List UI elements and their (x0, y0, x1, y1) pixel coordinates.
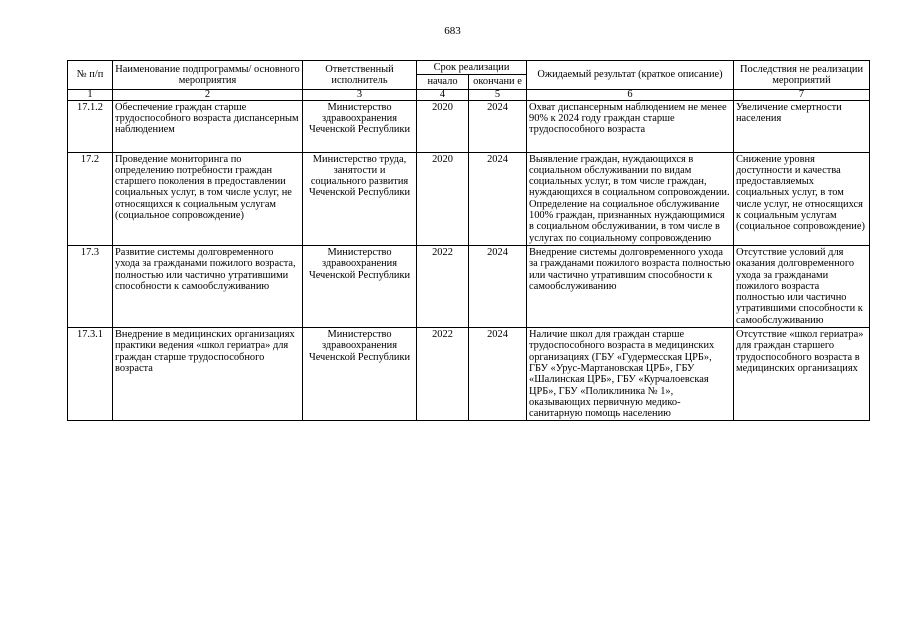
column-number: 5 (469, 89, 527, 100)
row-start: 2020 (417, 152, 469, 245)
column-number: 6 (527, 89, 734, 100)
table-row (68, 328, 870, 421)
row-start: 2020 (417, 100, 469, 152)
row-result: Наличие школ для граждан старше трудоспособного возраста в медицинских организациях (ГБУ «Гудермесская ЦРБ», ГБУ «Урус-Мартановская ЦРБ», ГБУ «Шалинская ЦРБ», ГБУ «Курчалоевская ЦРБ», ГБУ «Поликлиника № 1», оказывающих первичную медико-санитарную помощь населению (527, 328, 734, 421)
row-end: 2024 (469, 245, 527, 327)
row-end: 2024 (469, 328, 527, 421)
row-num: 17.2 (68, 152, 113, 245)
table-row (68, 100, 870, 152)
row-num: 17.3 (68, 245, 113, 327)
row-consequences: Увеличение смертности населения (734, 100, 870, 152)
row-start: 2022 (417, 328, 469, 421)
row-start: 2022 (417, 245, 469, 327)
page-number: 683 (444, 25, 461, 37)
header-end: окончани е (469, 75, 527, 89)
row-name: Обеспечение граждан старше трудоспособного возраста диспансерным наблюдением (113, 100, 303, 152)
table-row (68, 245, 870, 327)
row-num: 17.1.2 (68, 100, 113, 152)
row-result: Охват диспансерным наблюдением не менее 90% к 2024 году граждан старше трудоспособного возраста (527, 100, 734, 152)
header-start: начало (417, 75, 469, 89)
row-num: 17.3.1 (68, 328, 113, 421)
column-number: 2 (113, 89, 303, 100)
activities-table (67, 60, 870, 421)
column-number: 4 (417, 89, 469, 100)
row-result: Выявление граждан, нуждающихся в социальном обслуживании по видам социальных услуг, в том числе граждан, нуждающихся в социальном сопровождении. Определение на социальное обслуживание 100% граждан, признанных нуждающимися в социальном обслуживании, в том числе в услугах по социальному сопровождению (527, 152, 734, 245)
row-consequences: Отсутствие «школ гериатра» для граждан старшего трудоспособного возраста в медицинских организациях (734, 328, 870, 421)
header-num: № п/п (68, 61, 113, 90)
column-number: 1 (68, 89, 113, 100)
row-name: Внедрение в медицинских организациях практики ведения «школ гериатра» для граждан старше трудоспособного возраста (113, 328, 303, 421)
row-consequences: Отсутствие условий для оказания долговременного ухода за гражданами пожилого возраста полностью или частично утратившими способности к самообслуживанию (734, 245, 870, 327)
row-responsible: Министерство труда, занятости и социального развития Чеченской Республики (303, 152, 417, 245)
row-responsible: Министерство здравоохранения Чеченской Республики (303, 100, 417, 152)
row-consequences: Снижение уровня доступности и качества предоставляемых социальных услуг, в том числе услуг, не относящихся к социальным услугам (социальное сопровождение) (734, 152, 870, 245)
header-result: Ожидаемый результат (краткое описание) (527, 61, 734, 90)
row-name: Развитие системы долговременного ухода за гражданами пожилого возраста, полностью или частично утратившими способности к самообслуживанию (113, 245, 303, 327)
header-responsible: Ответственный исполнитель (303, 61, 417, 90)
row-end: 2024 (469, 100, 527, 152)
column-number-row (68, 89, 870, 100)
header-consequences: Последствия не реализации мероприятий (734, 61, 870, 90)
row-result: Внедрение системы долговременного ухода за гражданами пожилого возраста полностью или частично утратившим способности к самообслуживанию (527, 245, 734, 327)
row-responsible: Министерство здравоохранения Чеченской Республики (303, 328, 417, 421)
column-number: 3 (303, 89, 417, 100)
header-name: Наименование подпрограммы/ основного мероприятия (113, 61, 303, 90)
header-row (68, 61, 870, 75)
row-responsible: Министерство здравоохранения Чеченской Республики (303, 245, 417, 327)
column-number: 7 (734, 89, 870, 100)
row-end: 2024 (469, 152, 527, 245)
table-row (68, 152, 870, 245)
header-period: Срок реализации (417, 61, 527, 75)
row-name: Проведение мониторинга по определению потребности граждан старшего поколения в предоставлении социальных услуг, в том числе услуг, не относящихся к социальным услугам (социальное сопровождение) (113, 152, 303, 245)
